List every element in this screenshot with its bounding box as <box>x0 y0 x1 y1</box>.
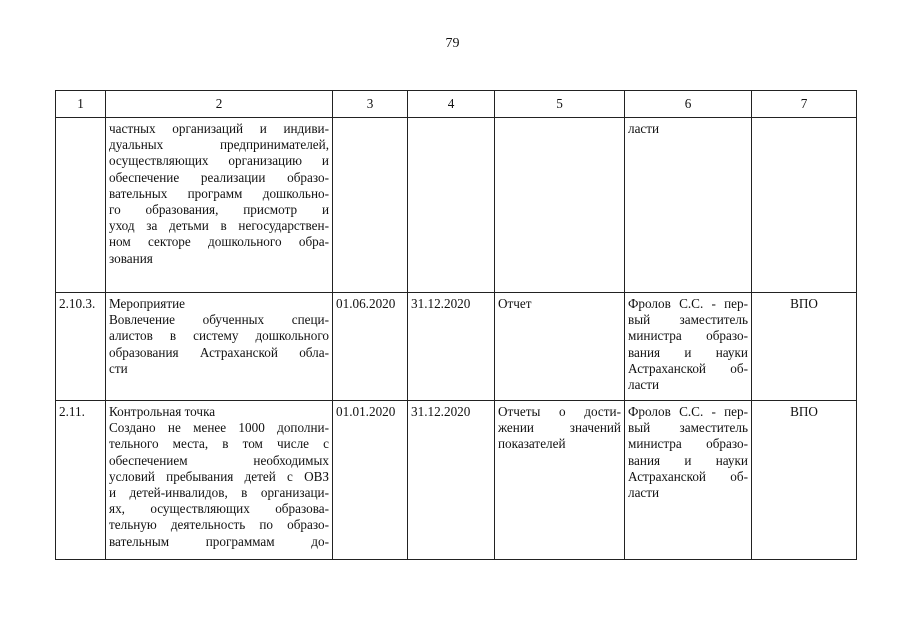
column-header: 2 <box>106 91 333 118</box>
description-cell <box>106 293 333 401</box>
code-cell <box>752 118 857 293</box>
description-line: ях, осуществляющих образова- <box>109 501 329 517</box>
responsible-line: министра образо- <box>628 328 748 344</box>
column-header: 1 <box>56 91 106 118</box>
table-row <box>56 401 857 560</box>
responsible-cell <box>625 293 752 401</box>
description-line: Создано не менее 1000 дополни- <box>109 420 329 436</box>
description-line: образования Астраханской обла- <box>109 344 329 360</box>
column-header: 7 <box>752 91 857 118</box>
description-line: частных организаций и индиви- <box>109 121 329 136</box>
column-header: 5 <box>495 91 625 118</box>
description-line: Вовлечение обученных специ- <box>109 312 329 328</box>
item-number-cell: 2.10.3. <box>56 293 106 401</box>
responsible-line: Астраханской об- <box>628 360 748 376</box>
result-line: Отчет <box>498 296 532 311</box>
description-line: и детей-инвалидов, в организаци- <box>109 485 329 501</box>
table-row <box>56 118 857 293</box>
description-line: Контрольная точка <box>109 404 216 419</box>
responsible-line: ласти <box>628 377 660 393</box>
description-line: Мероприятие <box>109 296 186 311</box>
code-cell: ВПО <box>752 293 857 401</box>
start-date-cell <box>333 118 408 293</box>
result-line: Отчеты о дости- <box>498 404 621 419</box>
column-header: 6 <box>625 91 752 118</box>
description-line: го образования, присмотр и <box>109 202 329 218</box>
code-cell: ВПО <box>752 401 857 560</box>
description-line: дуальных предпринимателей, <box>109 137 329 153</box>
description-line: сти <box>109 360 128 376</box>
description-line: обеспечением необходимых <box>109 452 329 468</box>
responsible-line: вый заместитель <box>628 312 748 328</box>
description-line: алистов в систему дошкольного <box>109 328 329 344</box>
item-number-cell <box>56 118 106 293</box>
description-line: вательных программ дошкольно- <box>109 185 329 201</box>
item-number-cell: 2.11. <box>56 401 106 560</box>
description-cell <box>106 118 333 293</box>
responsible-line: вания и науки <box>628 452 748 468</box>
result-cell <box>495 118 625 293</box>
description-cell <box>106 401 333 560</box>
start-date-cell: 01.01.2020 <box>333 401 408 560</box>
table-row <box>56 293 857 401</box>
responsible-line: министра образо- <box>628 436 748 452</box>
description-line: осуществляющих организацию и <box>109 153 329 169</box>
description-line: зования <box>109 250 153 266</box>
responsible-line: ласти <box>628 121 660 136</box>
end-date-cell: 31.12.2020 <box>408 401 495 560</box>
responsible-line: ласти <box>628 485 660 501</box>
result-cell <box>495 401 625 560</box>
description-line: тельную деятельность по образо- <box>109 517 329 533</box>
description-line: обеспечение реализации образо- <box>109 169 329 185</box>
responsible-line: Фролов С.С. - пер- <box>628 296 748 311</box>
column-header: 3 <box>333 91 408 118</box>
description-line: условий пребывания детей с ОВЗ <box>109 468 329 484</box>
plan-table <box>55 90 857 560</box>
result-line: жении значений <box>498 420 621 436</box>
end-date-cell: 31.12.2020 <box>408 293 495 401</box>
responsible-cell <box>625 118 752 293</box>
description-line: ном секторе дошкольного обра- <box>109 234 329 250</box>
description-line: тельного места, в том числе с <box>109 436 329 452</box>
description-line: уход за детьми в негосударствен- <box>109 218 329 234</box>
result-cell <box>495 293 625 401</box>
responsible-line: вый заместитель <box>628 420 748 436</box>
column-header: 4 <box>408 91 495 118</box>
responsible-line: вания и науки <box>628 344 748 360</box>
page-number: 79 <box>445 36 460 51</box>
result-line: показателей <box>498 436 566 452</box>
responsible-line: Астраханской об- <box>628 468 748 484</box>
header-row <box>56 91 857 118</box>
description-line: вательным программам до- <box>109 533 329 549</box>
end-date-cell <box>408 118 495 293</box>
responsible-line: Фролов С.С. - пер- <box>628 404 748 419</box>
start-date-cell: 01.06.2020 <box>333 293 408 401</box>
responsible-cell <box>625 401 752 560</box>
